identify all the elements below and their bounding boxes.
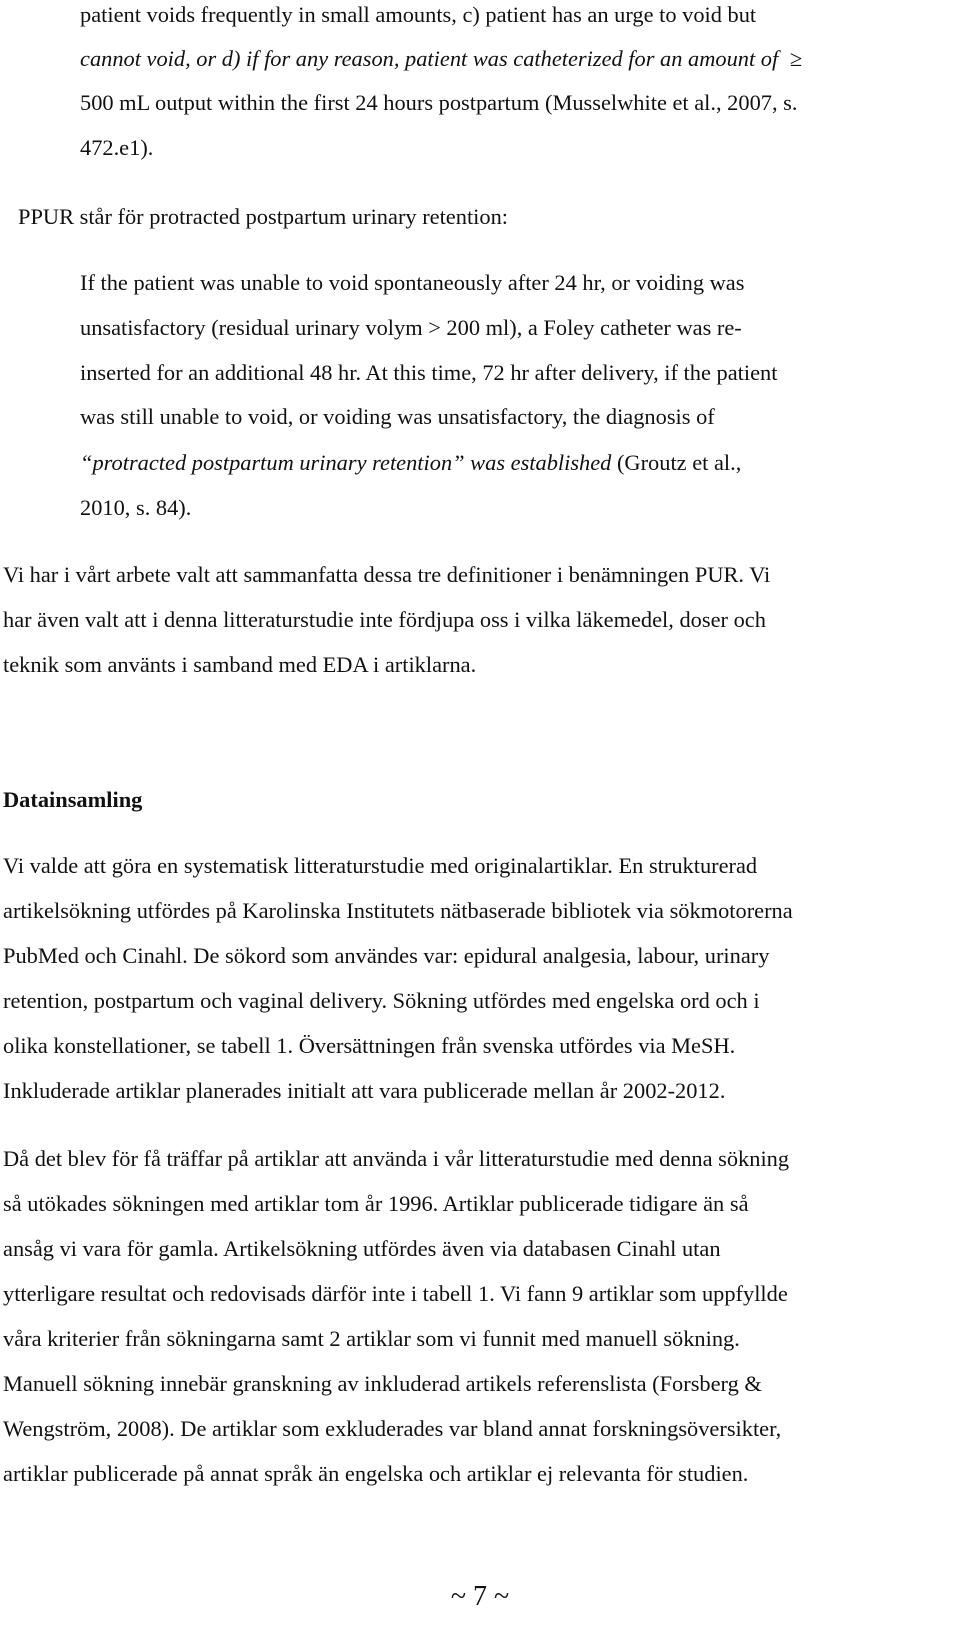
intro-line-3: 500 mL output within the first 24 hours postpartum (Musselwhite et al., 2007, s. <box>80 90 798 115</box>
ppur-quote-line-5 <box>80 452 741 474</box>
intro-line-4: 472.e1). <box>80 135 154 160</box>
intro-line-1: patient voids frequently in small amounts, c) patient has an urge to void but <box>80 2 757 27</box>
data-p2-line-7: Wengström, 2008). De artiklar som exkluderades var bland annat forskningsöversikter, <box>3 1416 782 1441</box>
intro-line-2-italic: cannot void, or d) if for any reason, patient was catheterized for an amount of <box>80 46 779 71</box>
ppur-quote-line-5-italic: “protracted postpartum urinary retention” was established <box>80 450 612 475</box>
ppur-quote-line-6: 2010, s. 84). <box>80 495 192 520</box>
data-p2-line-5: våra kriterier från sökningarna samt 2 artiklar som vi funnit med manuell sökning. <box>3 1326 740 1351</box>
data-p1-line-6: Inkluderade artiklar planerades initialt att vara publicerade mellan år 2002-2012. <box>3 1078 726 1103</box>
greater-equal-symbol: ≥ <box>789 46 803 71</box>
summary-line-2: har även valt att i denna litteraturstudie inte fördjupa oss i vilka läkemedel, doser och <box>3 607 766 632</box>
section-heading: Datainsamling <box>3 787 143 812</box>
data-p2-line-1: Då det blev för få träffar på artiklar att använda i vår litteraturstudie med denna sökning <box>3 1146 790 1171</box>
data-p1-line-4: retention, postpartum och vaginal delivery. Sökning utfördes med engelska ord och i <box>3 988 760 1013</box>
summary-line-3: teknik som använts i samband med EDA i artiklarna. <box>3 652 477 677</box>
data-p1-line-3: PubMed och Cinahl. De sökord som användes var: epidural analgesia, labour, urinary <box>3 943 770 968</box>
ppur-quote-line-3: inserted for an additional 48 hr. At this time, 72 hr after delivery, if the patient <box>80 360 778 385</box>
page-number: ~ 7 ~ <box>450 1581 510 1612</box>
intro-line-2 <box>80 48 802 70</box>
data-p2-line-6: Manuell sökning innebär granskning av inkluderad artikels referenslista (Forsberg & <box>3 1371 762 1396</box>
data-p2-line-3: ansåg vi vara för gamla. Artikelsökning utfördes även via databasen Cinahl utan <box>3 1236 721 1261</box>
data-p2-line-4: ytterligare resultat och redovisads därför inte i tabell 1. Vi fann 9 artiklar som uppfyllde <box>3 1281 788 1306</box>
data-p1-line-1: Vi valde att göra en systematisk litteraturstudie med originalartiklar. En strukturerad <box>3 853 758 878</box>
summary-line-1: Vi har i vårt arbete valt att sammanfatta dessa tre definitioner i benämningen PUR. Vi <box>3 562 771 587</box>
ppur-quote-line-4: was still unable to void, or voiding was unsatisfactory, the diagnosis of <box>80 404 715 429</box>
data-p2-line-2: så utökades sökningen med artiklar tom år 1996. Artiklar publicerade tidigare än så <box>3 1191 749 1216</box>
data-p1-line-2: artikelsökning utfördes på Karolinska Institutets nätbaserade bibliotek via sökmotorerna <box>3 898 793 923</box>
data-p2-line-8: artiklar publicerade på annat språk än engelska och artiklar ej relevanta för studien. <box>3 1461 749 1486</box>
ppur-quote-line-1: If the patient was unable to void spontaneously after 24 hr, or voiding was <box>80 270 745 295</box>
data-p1-line-5: olika konstellationer, se tabell 1. Översättningen från svenska utfördes via MeSH. <box>3 1033 736 1058</box>
ppur-quote-line-5-citation: (Groutz et al., <box>611 450 742 475</box>
ppur-heading: PPUR står för protracted postpartum urinary retention: <box>18 204 508 229</box>
ppur-quote-line-2: unsatisfactory (residual urinary volym > 200 ml), a Foley catheter was re- <box>80 315 742 340</box>
